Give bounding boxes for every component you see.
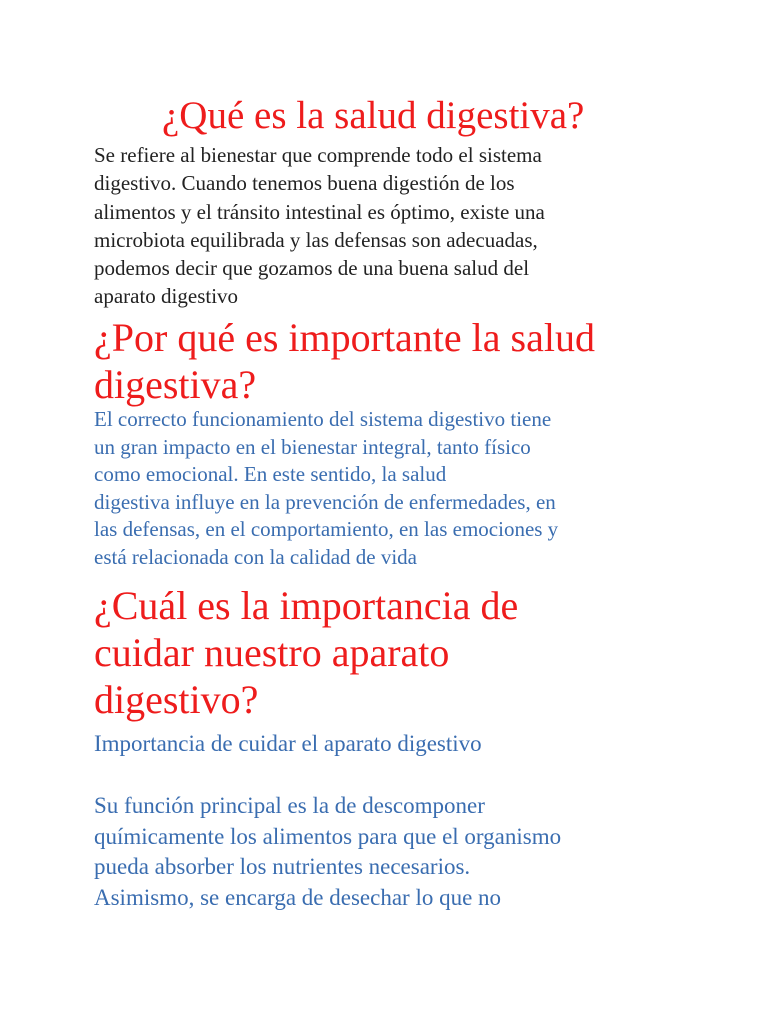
heading-que-es-salud-digestiva: ¿Qué es la salud digestiva? — [162, 94, 585, 137]
text-line: pueda absorber los nutrientes necesarios. — [94, 854, 471, 879]
text-line: Su función principal es la de descomponer — [94, 793, 485, 818]
text-line: digestivo. Cuando tenemos buena digestión de los — [94, 171, 515, 196]
text-line: Asimismo, se encarga de desechar lo que no — [94, 884, 502, 910]
text-line: Se refiere al bienestar que comprende todo el sistema — [94, 143, 542, 167]
paragraph-funcion-principal — [94, 791, 714, 913]
text-line: está relacionada con la calidad de vida — [94, 544, 417, 569]
text-line: alimentos y el tránsito intestinal es óptimo, existe una — [94, 199, 545, 224]
paragraph-importancia — [94, 406, 714, 572]
heading-line: digestiva? — [94, 362, 257, 407]
heading-line: digestivo? — [94, 677, 259, 722]
heading-cual-es-la-importancia — [94, 582, 734, 723]
text-line: como emocional. En este sentido, la salud — [94, 462, 447, 487]
text-line: aparato digestivo — [94, 284, 239, 309]
heading-line: cuidar nuestro aparato — [94, 630, 450, 675]
heading-line: ¿Cuál es la importancia de — [94, 583, 519, 628]
heading-por-que-es-importante — [94, 314, 734, 408]
text-line: un gran impacto en el bienestar integral, tanto físico — [94, 434, 531, 459]
text-line: las defensas, en el comportamiento, en las emociones y — [94, 517, 559, 542]
paragraph-importancia-cuidar: Importancia de cuidar el aparato digestivo — [94, 731, 482, 756]
text-line: podemos decir que gozamos de una buena salud del — [94, 256, 530, 281]
text-line: químicamente los alimentos para que el organismo — [94, 823, 562, 849]
text-line: digestiva influye en la prevención de enfermedades, en — [94, 489, 556, 514]
paragraph-definicion — [94, 141, 714, 311]
text-line: El correcto funcionamiento del sistema digestivo tiene — [94, 407, 552, 431]
heading-line: ¿Por qué es importante la salud — [94, 315, 595, 360]
text-line: microbiota equilibrada y las defensas son adecuadas, — [94, 227, 538, 252]
